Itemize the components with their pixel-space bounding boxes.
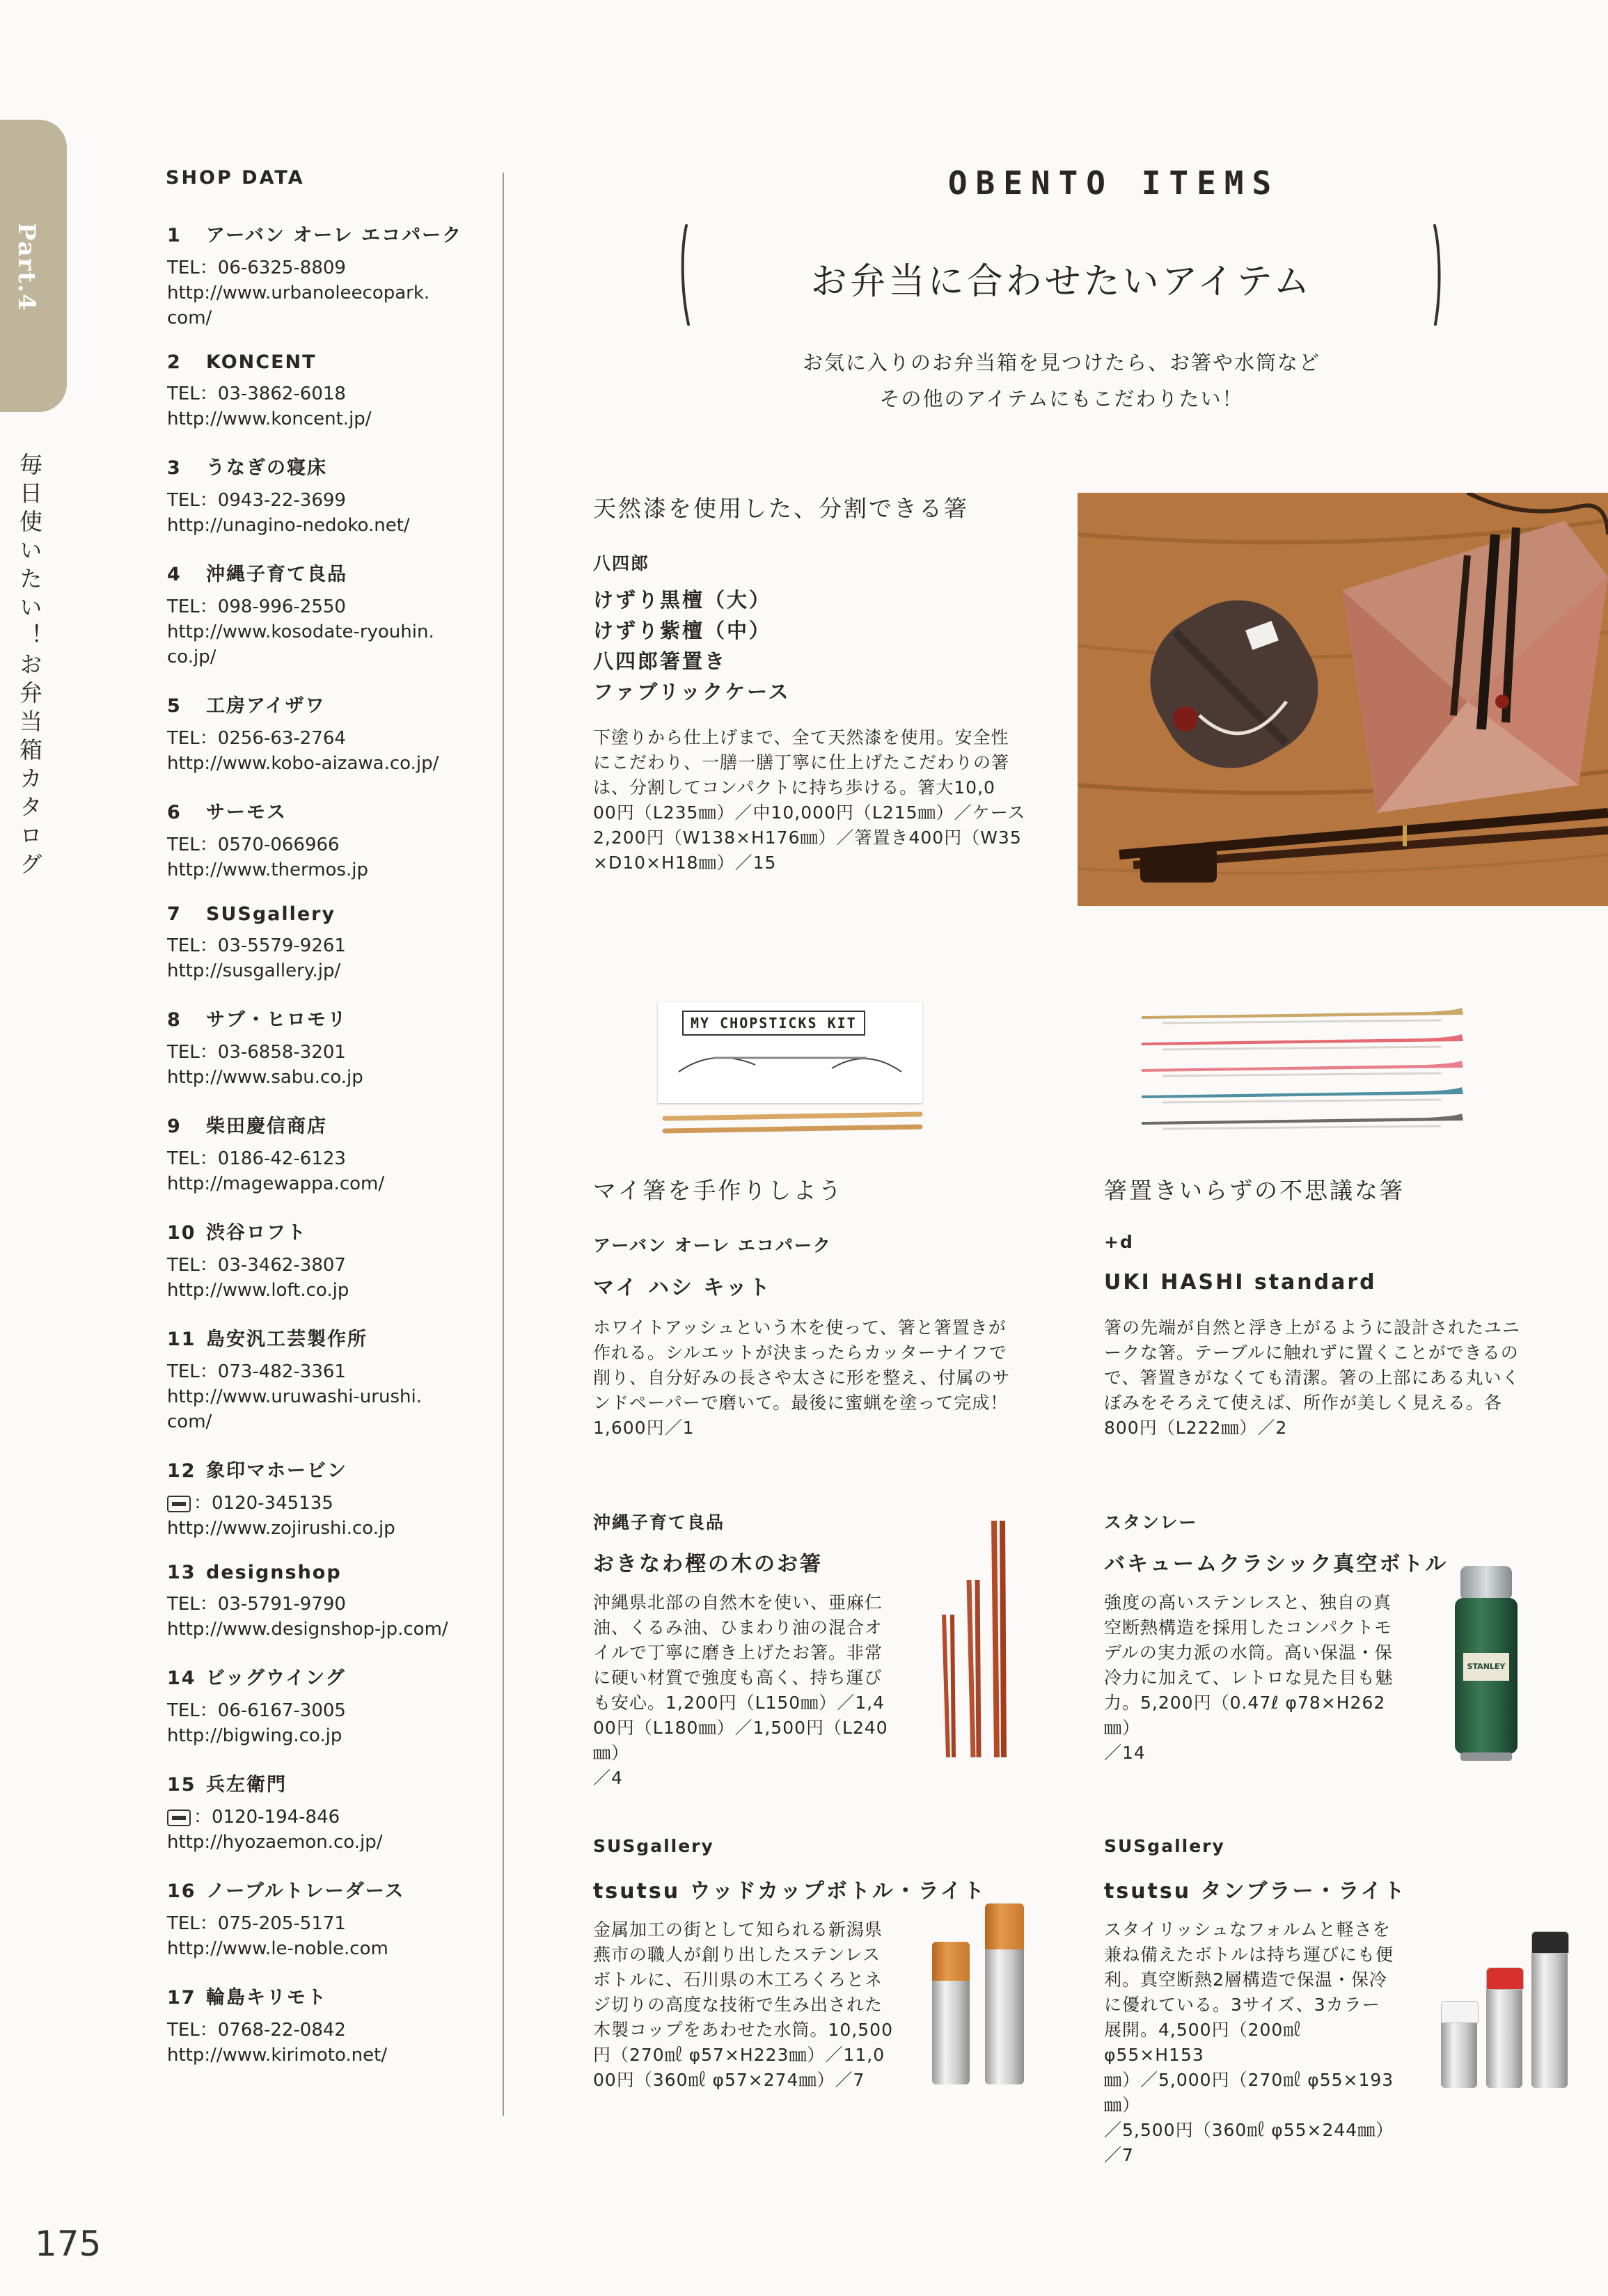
- shop-phone: [167, 933, 494, 958]
- description-line: 00円（360㎖ φ57×274㎜）／7: [593, 2070, 865, 2090]
- shop-number: 5: [167, 695, 182, 717]
- shop-phone: [167, 2018, 494, 2043]
- uki-hashi-chopsticks-image: [1135, 1002, 1469, 1141]
- sus-wood-brand: SUSgallery: [593, 1836, 714, 1856]
- shop-title: 島安汎工芸製作所: [206, 1329, 368, 1350]
- oak-chopsticks-image: [933, 1517, 1016, 1768]
- uki-hashi-description: [1104, 1315, 1577, 1441]
- shop-entry: [167, 452, 494, 538]
- shop-url[interactable]: http://www.koncent.jp/: [167, 409, 372, 429]
- sus-tumbler-description: [1104, 1917, 1403, 2168]
- description-line: デルの実力派の水筒。高い保温・保: [1104, 1642, 1393, 1663]
- shop-entry: [167, 1769, 494, 1855]
- description-line: 力。5,200円（0.47ℓ φ78×H262㎜）: [1104, 1693, 1386, 1738]
- shop-url[interactable]: http://hyozaemon.co.jp/: [167, 1832, 383, 1853]
- free-dial-icon: [167, 1810, 191, 1826]
- shop-entry: [167, 1217, 494, 1303]
- my-hashi-name: マイ ハシ キット: [593, 1276, 772, 1300]
- shop-url[interactable]: http://www.sabu.co.jp: [167, 1067, 363, 1088]
- shop-entry: [167, 1455, 494, 1541]
- shop-url[interactable]: co.jp/: [167, 647, 216, 667]
- wood-cup-bottle-image: [929, 1903, 1027, 2088]
- description-line: 空断熱構造を採用したコンパクトモ: [1104, 1617, 1393, 1638]
- shop-phone: [167, 255, 494, 280]
- shop-number: 1: [167, 225, 182, 246]
- my-hashi-description: [593, 1315, 1039, 1441]
- description-line: お気に入りのお弁当箱を見つけたら、お箸や水筒など: [802, 351, 1321, 374]
- shop-name: [167, 1455, 494, 1482]
- shop-entry: [167, 690, 494, 776]
- shop-phone: [167, 1911, 494, 1936]
- shop-entry: [167, 1324, 494, 1434]
- description-line: 沖縄県北部の自然木を使い、亜麻仁: [593, 1592, 883, 1613]
- column-divider: [503, 173, 504, 2116]
- description-line: 燕市の職人が創り出したステンレス: [593, 1945, 881, 1965]
- shop-phone-number: TEL：03-6858-3201: [167, 1042, 346, 1063]
- description-line: は、分割してコンパクトに持ち歩ける。箸大10,0: [593, 777, 995, 798]
- sus-tumbler-name: tsutsu タンブラー・ライト: [1104, 1879, 1407, 1903]
- description-line: その他のアイテムにもこだわりたい！: [879, 387, 1244, 411]
- shop-url[interactable]: http://www.thermos.jp: [167, 860, 368, 880]
- shop-name: [167, 690, 494, 718]
- shop-title: ノーブルトレーダース: [206, 1881, 405, 1902]
- section-title: OBENTO ITEMS: [947, 164, 1280, 202]
- shop-phone: [167, 488, 494, 513]
- shop-phone-number: TEL：06-6167-3005: [167, 1700, 346, 1721]
- uki-chopstick: [1142, 1114, 1463, 1125]
- description-line: 円（270㎖ φ57×H223㎜）／11,0: [593, 2045, 885, 2065]
- shop-name: [167, 559, 494, 586]
- stanley-bottle-label: STANLEY: [1463, 1653, 1509, 1681]
- hashiro-description: [593, 725, 1066, 876]
- shop-url[interactable]: http://www.kirimoto.net/: [167, 2045, 388, 2066]
- stanley-bottle-image: [1455, 1566, 1518, 1761]
- shop-entry: [167, 220, 494, 331]
- shop-phone: [167, 381, 494, 406]
- my-hashi-brand: アーバン オーレ エコパーク: [593, 1235, 832, 1256]
- shop-title: 兵左衛門: [206, 1774, 287, 1796]
- shop-entry: [167, 351, 494, 432]
- bracket-right-decoration: [1430, 223, 1443, 327]
- description-line: 展開。4,500円（200㎖ φ55×H153: [1104, 2020, 1302, 2065]
- stanley-brand: スタンレー: [1104, 1512, 1198, 1533]
- description-line: 冷力に加えて、レトロな見た目も魅: [1104, 1668, 1394, 1688]
- shop-number: 6: [167, 802, 182, 823]
- shop-title: KONCENT: [206, 351, 317, 373]
- section-vertical-title: 毎日使いたい！お弁当箱カタログ: [16, 452, 43, 880]
- stanley-name: バキュームクラシック真空ボトル: [1104, 1552, 1449, 1576]
- kit-package-label: MY CHOPSTICKS KIT: [682, 1011, 865, 1036]
- section-subtitle: お弁当に合わせたいアイテム: [810, 261, 1313, 303]
- shop-title: ビッグウイング: [206, 1668, 346, 1689]
- my-hashi-title: マイ箸を手作りしよう: [593, 1177, 844, 1204]
- product-line: けずり黒檀（大）: [593, 588, 772, 612]
- product-line: ファブリックケース: [593, 680, 791, 704]
- shop-phone: [167, 1359, 494, 1384]
- shop-phone-number: TEL：06-6325-8809: [167, 258, 346, 278]
- description-line: 作れる。シルエットが決まったらカッターナイフで: [593, 1343, 1007, 1363]
- tumbler-cap: [1441, 2001, 1479, 2023]
- shop-number: 4: [167, 564, 182, 585]
- shop-title: 渋谷ロフト: [206, 1222, 307, 1244]
- tumbler-body: [1441, 2019, 1477, 2088]
- description-line: ホワイトアッシュという木を使って、箸と箸置きが: [593, 1317, 1007, 1338]
- uki-hashi-name: UKI HASHI standard: [1104, 1270, 1377, 1295]
- shop-name: [167, 1111, 494, 1138]
- shop-url[interactable]: http://susgallery.jp/: [167, 960, 341, 981]
- shop-phone: [167, 594, 494, 619]
- description-line: にこだわり、一膳一膳丁寧に仕上げたこだわりの箸: [593, 752, 1010, 773]
- stanley-description: [1104, 1590, 1410, 1766]
- shop-phone: [167, 726, 494, 751]
- description-line: ㎜）／5,000円（270㎖ φ55×193㎜）: [1104, 2070, 1394, 2115]
- shop-url[interactable]: com/: [167, 308, 212, 328]
- sus-tumbler-brand: SUSgallery: [1104, 1836, 1225, 1856]
- shop-number: 7: [167, 903, 182, 925]
- description-line: 削り、自分好みの長さや太さに形を整え、付属のサ: [593, 1368, 1011, 1388]
- description-line: ／14: [1104, 1743, 1146, 1763]
- description-line: 兼ね備えたボトルは持ち運びにも便: [1104, 1945, 1394, 1965]
- shop-url[interactable]: http://www.kobo-aizawa.co.jp/: [167, 753, 439, 774]
- shop-number: 16: [167, 1881, 196, 1902]
- shop-title: サブ・ヒロモリ: [206, 1009, 347, 1031]
- shop-name: [167, 1562, 494, 1583]
- description-line: 2,200円（W138×H176㎜）／箸置き400円（W35: [593, 828, 1022, 848]
- description-line: も安心。1,200円（L150㎜）／1,4: [593, 1693, 885, 1713]
- description-line: 木製コップをあわせた水筒。10,500: [593, 2020, 893, 2040]
- okinawa-name: おきなわ樫の木のお箸: [593, 1552, 823, 1576]
- shop-number: 15: [167, 1774, 196, 1796]
- shop-number: 12: [167, 1460, 196, 1482]
- chopsticks-kit-package: [658, 1002, 922, 1103]
- uki-chopstick: [1142, 1034, 1463, 1045]
- description-line: 800円（L222㎜）／2: [1104, 1418, 1288, 1438]
- shop-entry: [167, 1982, 494, 2068]
- shop-name: [167, 903, 494, 925]
- shop-name: [167, 1324, 494, 1351]
- uki-hashi-brand: +d: [1104, 1232, 1134, 1252]
- shop-url[interactable]: http://www.loft.co.jp: [167, 1280, 349, 1301]
- shop-entry: [167, 1562, 494, 1642]
- tumbler-body: [1531, 1949, 1568, 2088]
- tumbler-cap: [1531, 1931, 1569, 1954]
- shop-phone: [167, 1491, 494, 1516]
- description-line: ×D10×H18㎜）／15: [593, 853, 777, 873]
- shop-entry: [167, 1663, 494, 1748]
- description-line: ／5,500円（360㎖ φ55×244㎜）: [1104, 2120, 1394, 2140]
- shop-url[interactable]: http://bigwing.co.jp: [167, 1725, 342, 1746]
- description-line: 利。真空断熱2層構造で保温・保冷: [1104, 1970, 1387, 1990]
- shop-name: [167, 1982, 494, 2009]
- shop-name: [167, 1217, 494, 1244]
- shop-title: 輪島キリモト: [206, 1987, 327, 2009]
- shop-entry: [167, 1111, 494, 1196]
- sus-wood-description: [593, 1917, 899, 2093]
- shop-number: 13: [167, 1562, 196, 1583]
- shop-url[interactable]: http://www.zojirushi.co.jp: [167, 1518, 395, 1539]
- hashiro-brand: 八四郎: [593, 553, 650, 573]
- description-line: ボトルに、石川県の木工ろくろとネ: [593, 1970, 883, 1990]
- shop-number: 14: [167, 1668, 196, 1689]
- shop-phone: [167, 832, 494, 857]
- shop-title: うなぎの寝床: [206, 457, 327, 479]
- shop-name: [167, 351, 494, 373]
- shop-data-heading: SHOP DATA: [166, 167, 305, 189]
- tumbler-cap: [1486, 1968, 1524, 1990]
- shop-url[interactable]: http://www.uruwashi-urushi.: [167, 1386, 422, 1407]
- shop-phone-number: TEL：03-3862-6018: [167, 383, 346, 404]
- description-line: イルで丁寧に磨き上げたお箸。非常: [593, 1642, 883, 1663]
- shop-name: [167, 220, 494, 247]
- shop-phone: [167, 1698, 494, 1723]
- chopsticks-case-photo: [1078, 493, 1608, 906]
- description-line: に硬い材質で強度も高く、持ち運び: [593, 1668, 883, 1688]
- description-line: ／7: [1104, 2145, 1134, 2165]
- shop-phone-number: TEL：0943-22-3699: [167, 490, 346, 511]
- part-label: Part.4: [13, 223, 40, 312]
- shop-entry: [167, 1876, 494, 1961]
- description-line: ジ切りの高度な技術で生み出された: [593, 1995, 883, 2015]
- shop-phone-number: TEL：073-482-3361: [167, 1361, 346, 1382]
- shop-phone-number: TEL：098-996-2550: [167, 596, 346, 617]
- okinawa-description: [593, 1590, 899, 1791]
- shop-title: アーバン オーレ エコパーク: [206, 225, 463, 246]
- page-number: 175: [35, 2224, 102, 2264]
- shop-url[interactable]: http://magewappa.com/: [167, 1173, 385, 1194]
- shop-title: 工房アイザワ: [206, 695, 326, 717]
- shop-phone-number: TEL：0768-22-0842: [167, 2020, 346, 2041]
- shop-entry: [167, 1004, 494, 1090]
- shop-entry: [167, 903, 494, 983]
- description-line: 00円（L180㎜）／1,500円（L240㎜）: [593, 1718, 888, 1763]
- shop-phone: [167, 1146, 494, 1171]
- description-line: ークな箸。テーブルに触れずに置くことができるの: [1104, 1343, 1519, 1363]
- shop-number: 3: [167, 457, 182, 479]
- shop-name: [167, 797, 494, 824]
- shop-title: 柴田慶信商店: [206, 1116, 327, 1137]
- description-line: に優れている。3サイズ、3カラー: [1104, 1995, 1380, 2015]
- shop-title: 象印マホービン: [206, 1460, 347, 1482]
- bracket-left-decoration: [679, 223, 691, 327]
- description-line: ンドペーパーで磨いて。最後に蜜蝋を塗って完成！: [593, 1393, 1009, 1413]
- shop-url[interactable]: http://www.urbanoleecopark.: [167, 283, 430, 303]
- shop-phone-number: TEL：0256-63-2764: [167, 728, 346, 749]
- shop-entry: [167, 559, 494, 670]
- shop-list: [167, 220, 494, 2089]
- shop-name: [167, 1004, 494, 1031]
- product-line: 八四郎箸置き: [593, 649, 727, 673]
- description-line: で、箸置きがなくても清潔。箸の上部にある丸いく: [1104, 1368, 1520, 1388]
- uki-hashi-title: 箸置きいらずの不思議な箸: [1104, 1177, 1405, 1204]
- shop-number: 8: [167, 1009, 182, 1031]
- shop-phone-number: TEL：075-205-5171: [167, 1913, 346, 1934]
- shop-phone: [167, 1253, 494, 1278]
- shop-number: 10: [167, 1222, 196, 1244]
- shop-entry: [167, 797, 494, 882]
- section-description: [696, 345, 1427, 417]
- description-line: 箸の先端が自然と浮き上がるように設計されたユニ: [1104, 1317, 1521, 1338]
- tumbler-body: [1486, 1986, 1522, 2088]
- okinawa-brand: 沖縄子育て良品: [593, 1512, 725, 1533]
- shop-url[interactable]: http://unagino-nedoko.net/: [167, 515, 410, 536]
- shop-title: SUSgallery: [206, 903, 336, 925]
- description-line: ぼみをそろえて使えば、所作が美しく見える。各: [1104, 1393, 1503, 1413]
- shop-url[interactable]: http://www.designshop-jp.com/: [167, 1619, 448, 1640]
- shop-phone: [167, 1805, 494, 1830]
- shop-phone-number: TEL：0570-066966: [167, 834, 340, 855]
- uki-chopstick: [1142, 1061, 1463, 1072]
- shop-phone-number: TEL：03-3462-3807: [167, 1255, 346, 1276]
- shop-phone: [167, 1040, 494, 1065]
- shop-phone-number: ：0120-194-846: [194, 1807, 340, 1828]
- description-line: ／4: [593, 1768, 623, 1788]
- shop-number: 11: [167, 1329, 196, 1350]
- description-line: 下塗りから仕上げまで、全て天然漆を使用。安全性: [593, 727, 1009, 747]
- shop-number: 9: [167, 1116, 182, 1137]
- shop-name: [167, 1769, 494, 1796]
- description-line: 00円（L235㎜）／中10,000円（L215㎜）／ケース: [593, 802, 1026, 823]
- uki-chopstick: [1142, 1087, 1463, 1098]
- shop-number: 17: [167, 1987, 196, 2009]
- shop-url[interactable]: http://www.kosodate-ryouhin.: [167, 621, 434, 642]
- hashiro-product-lines: [593, 585, 791, 707]
- shop-phone-number: TEL：0186-42-6123: [167, 1148, 346, 1169]
- free-dial-icon: [167, 1496, 191, 1512]
- description-line: 強度の高いステンレスと、独自の真: [1104, 1592, 1392, 1613]
- description-line: 油、くるみ油、ひまわり油の混合オ: [593, 1617, 883, 1638]
- description-line: 1,600円／1: [593, 1418, 695, 1438]
- shop-title: designshop: [206, 1562, 342, 1583]
- tumbler-bottles-image: [1441, 1917, 1573, 2088]
- shop-url[interactable]: http://www.le-noble.com: [167, 1938, 388, 1959]
- product-line: けずり紫檀（中）: [593, 619, 772, 642]
- shop-name: [167, 452, 494, 480]
- uki-chopstick: [1142, 1008, 1463, 1019]
- shop-phone: [167, 1592, 494, 1617]
- hashiro-title: 天然漆を使用した、分割できる箸: [593, 495, 969, 522]
- shop-phone-number: ：0120-345135: [194, 1493, 333, 1514]
- description-line: スタイリッシュなフォルムと軽さを: [1104, 1919, 1391, 1940]
- shop-url[interactable]: com/: [167, 1411, 212, 1432]
- shop-title: 沖縄子育て良品: [206, 564, 347, 585]
- shop-name: [167, 1876, 494, 1903]
- shop-name: [167, 1663, 494, 1690]
- description-line: 金属加工の街として知られる新潟県: [593, 1919, 883, 1940]
- sus-wood-name: tsutsu ウッドカップボトル・ライト: [593, 1879, 986, 1903]
- shop-phone-number: TEL：03-5791-9790: [167, 1594, 346, 1615]
- wooden-chopsticks-image: [661, 1110, 926, 1138]
- shop-phone-number: TEL：03-5579-9261: [167, 935, 346, 956]
- shop-number: 2: [167, 351, 182, 373]
- shop-title: サーモス: [206, 802, 287, 823]
